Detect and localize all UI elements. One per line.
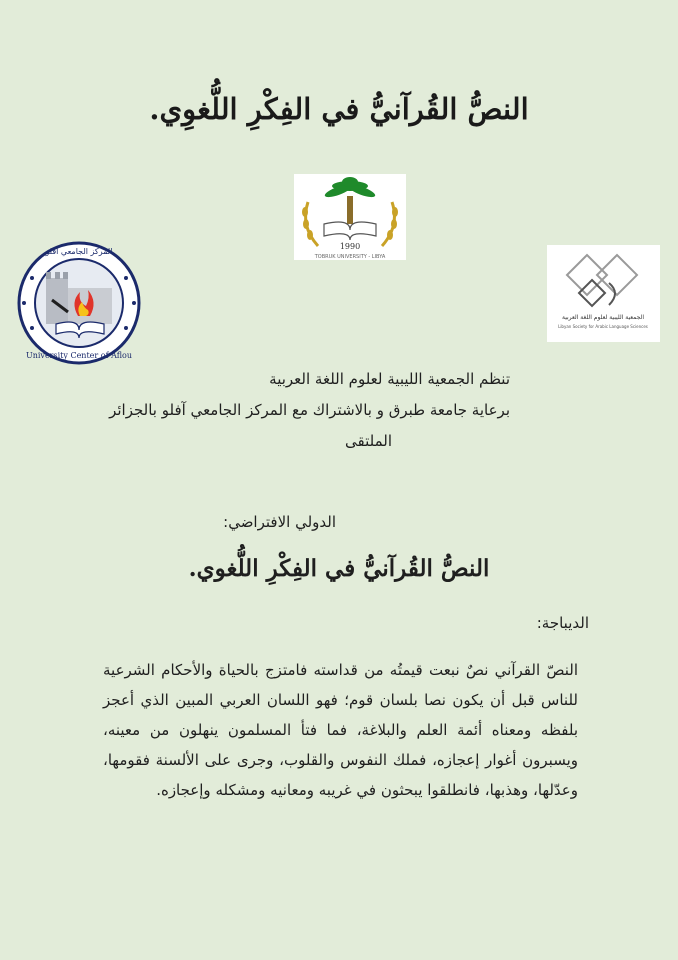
libyan-society-logo xyxy=(547,245,660,342)
logo-arc-text-ar: المركز الجامعي آفلو xyxy=(45,247,113,256)
forum-title: النصُّ القُرآنيُّ في الفِكْرِ اللُّغوي. xyxy=(188,555,490,582)
tobruk-emblem-icon xyxy=(294,174,406,260)
preamble-label: الديباجة: xyxy=(536,614,589,632)
sponsorship-line: برعاية جامعة طبرق و بالاشتراك مع المركز الجامعي آفلو بالجزائر xyxy=(109,401,510,419)
society-emblem-icon xyxy=(547,245,660,342)
preamble-paragraph: النصّ القرآني نصٌ نبعت قيمتُه من قداسته فامتزج بالحياة والأحكام الشرعية للناس قبل أن يكون نصا بلسان قوم؛ فهو اللسان العربي المبين الذي أعجز بلفظه ومعناه أئمة العلم والبلاغة، فما فتأ المسلمون ينهلون من معينه، ويسبرون أغوار إعجازه، فملك النفوس والقلوب، وجرى على الألسنة فقومها، وعدّلها، وهذبها، فانطلقوا يبحثون في غريبه ومعانيه ومشكله وإعجازه. xyxy=(103,661,578,799)
forum-type-line: الدولي الافتراضي: xyxy=(223,513,336,531)
organizer-line: تنظم الجمعية الليبية لعلوم اللغة العربية xyxy=(269,370,510,388)
logo-caption-en: Libyan Society for Arabic Language Sciences xyxy=(558,324,648,329)
logo-arc-text: TOBRUK UNIVERSITY - LIBYA xyxy=(314,254,386,260)
tobruk-university-logo xyxy=(294,174,406,260)
logo-year: 1990 xyxy=(339,242,361,251)
aflou-center-logo xyxy=(12,240,146,366)
organizer-block xyxy=(10,364,510,457)
forum-line: الملتقى xyxy=(345,432,392,450)
page-title: النصُّ القُرآنيُّ في الفِكْرِ اللُّغوِي. xyxy=(149,92,529,126)
logo-caption-ar: الجمعية الليبية لعلوم اللغة العربية xyxy=(561,314,645,321)
aflou-emblem-icon xyxy=(12,240,146,366)
logo-arc-text-en: University Center of Aflou xyxy=(25,351,133,360)
